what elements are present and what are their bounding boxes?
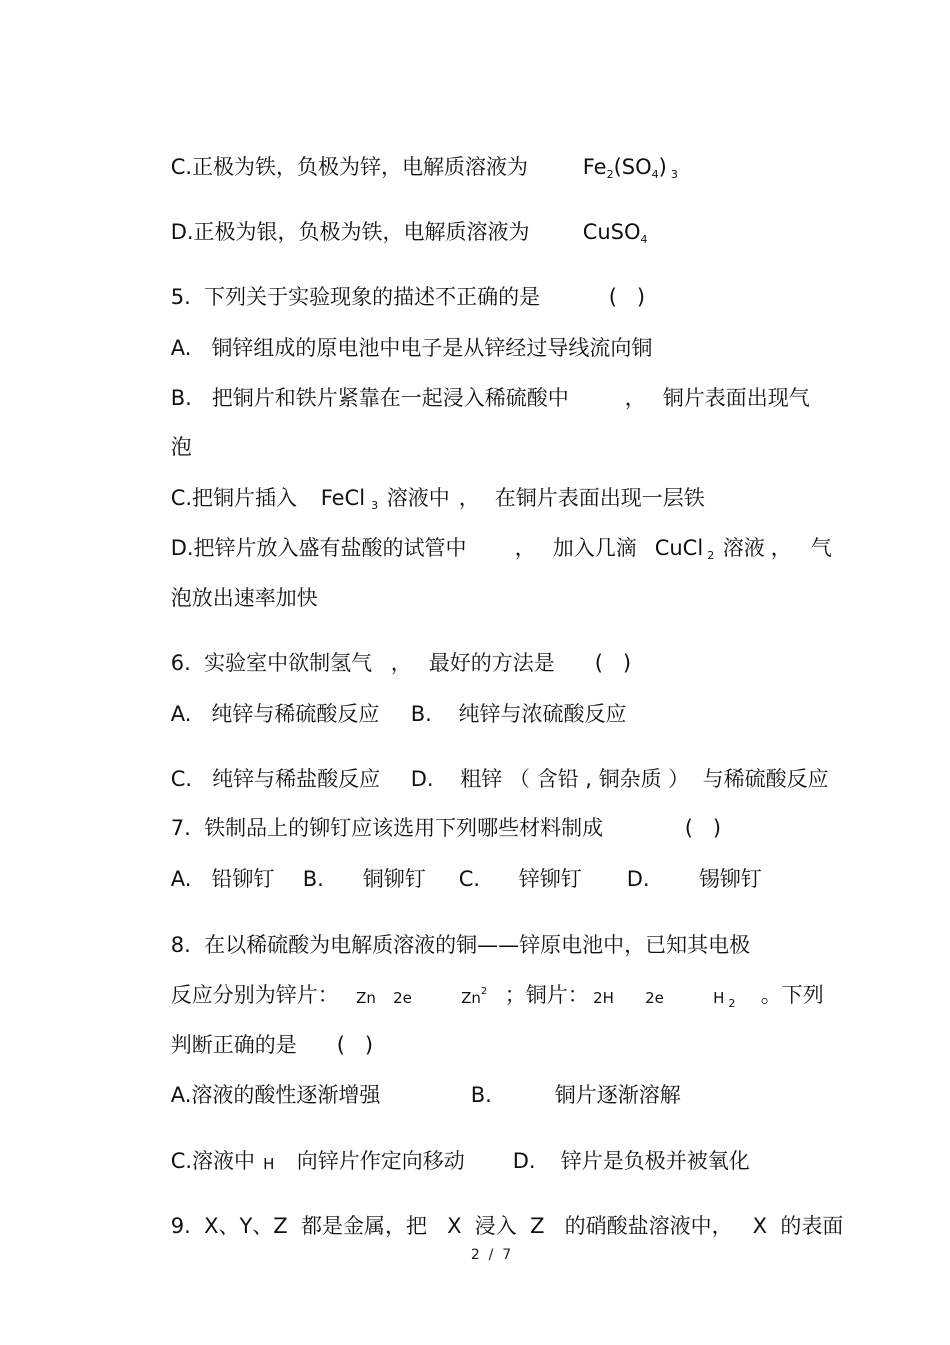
formula-part: ) [658, 155, 667, 179]
question-8-option-b [528, 1059, 681, 1131]
question-text: ；铜片： [504, 983, 589, 1007]
question-8-option-d-label [486, 1125, 536, 1197]
question-7-option-a [144, 843, 274, 915]
question-7-option-d-label [600, 843, 650, 915]
option-text: 泡放出速率加快 [170, 586, 318, 610]
option-text: D.正极为银，负极为铁，电解质溶液为 [170, 220, 530, 244]
equation-term: H [713, 989, 725, 1007]
q5-d-wrap [144, 562, 318, 634]
punctuation: ， [458, 486, 480, 510]
question-7-option-b-label [276, 843, 324, 915]
formula-part: Fe [582, 155, 607, 179]
subscript: 4 [640, 233, 648, 246]
subscript: 3 [371, 499, 379, 512]
option-letter: B. [302, 867, 324, 891]
question-7-option-d [672, 843, 762, 915]
equation-term: 2e [393, 989, 412, 1007]
equation-2e-copper [626, 962, 664, 1034]
question-text: 反应分别为锌片： [170, 983, 339, 1007]
equation-h2 [694, 962, 735, 1034]
question-text: 判断正确的是 [170, 1033, 297, 1057]
option-text: A. 纯锌与稀硫酸反应 [170, 702, 380, 726]
q5-d-tail [784, 512, 832, 584]
formula-part: (SO [613, 155, 652, 179]
answer-paren: ( ) [608, 285, 646, 309]
q8-line2-tail [734, 959, 824, 1031]
option-text: 铜铆钉 [362, 867, 426, 891]
question-7-option-b [336, 843, 426, 915]
subscript: 2 [707, 549, 715, 562]
question-7-option-c-label [432, 843, 480, 915]
question-5-option-b [144, 362, 569, 434]
option-text: D.把锌片放入盛有盐酸的试管中 [170, 536, 467, 560]
question-6-option-b [384, 678, 627, 750]
q5-d-continued [526, 512, 637, 584]
formula-part: CuSO [582, 220, 641, 244]
option-text: A.溶液的酸性逐渐增强 [170, 1083, 381, 1107]
equation-2h [574, 962, 614, 1034]
question-text: 5. 下列关于实验现象的描述不正确的是 [170, 285, 541, 309]
superscript: 2 [480, 986, 488, 997]
page-number [453, 1231, 511, 1279]
option-text: A. 铅铆钉 [170, 867, 275, 891]
option-text: 锌铆钉 [518, 867, 582, 891]
question-text: 。下列 [760, 983, 824, 1007]
punctuation: ， [514, 536, 536, 560]
equation-term: 2H [593, 989, 614, 1007]
equation-term: Zn [461, 989, 481, 1007]
option-text: 在铜片表面出现一层铁 [494, 486, 705, 510]
option-text: D. 粗锌 （ 含铅 , 铜杂质 ） 与稀硫酸反应 [410, 767, 829, 791]
equation-term: H [263, 1155, 275, 1173]
question-8-option-d [534, 1125, 750, 1197]
question-8-option-a [144, 1059, 380, 1131]
equation-term: 2e [645, 989, 664, 1007]
equation-term: Zn [356, 989, 376, 1007]
question-text: 7. 铁制品上的铆钉应该选用下列哪些材料制成 [170, 816, 604, 840]
option-d-prev [144, 196, 530, 268]
option-letter: C. [458, 867, 481, 891]
option-text: 铜片表面出现气 [662, 386, 810, 410]
formula-cuso4 [556, 196, 648, 269]
equation-2e-zinc [374, 962, 412, 1034]
option-text: 加入几滴 [552, 536, 637, 560]
subscript: 3 [670, 168, 678, 181]
option-text: B. 纯锌与浓硫酸反应 [410, 702, 627, 726]
option-text: C. 纯锌与稀盐酸反应 [170, 767, 381, 791]
option-letter: B. [470, 1083, 492, 1107]
punctuation: ， [770, 536, 792, 560]
punctuation: ， [624, 386, 646, 410]
q5-b-continued [636, 362, 810, 434]
formula-part: CuCl [654, 536, 704, 560]
question-text: 6. 实验室中欲制氢气 [170, 651, 373, 675]
option-text: 溶液 [722, 536, 765, 560]
option-text: C.溶液中 [170, 1149, 256, 1173]
question-text: 9. X、Y、Z 都是金属，把 X 浸入 Z 的硝酸盐溶液中， X 的表面 [170, 1214, 844, 1238]
question-6-option-a [144, 678, 379, 750]
option-text: 锌片是负极并被氧化 [560, 1149, 750, 1173]
option-letter: D. [626, 867, 650, 891]
answer-paren: ( ) [336, 1033, 374, 1057]
question-text: 最好的方法是 [428, 651, 555, 675]
option-text: 向锌片作定向移动 [296, 1149, 465, 1173]
option-text: C.把铜片插入 [170, 486, 298, 510]
option-text: 溶液中 [386, 486, 450, 510]
question-text: 8. 在以稀硫酸为电解质溶液的铜——锌原电池中，已知其电极 [170, 933, 751, 957]
subscript: 2 [728, 997, 736, 1010]
option-letter: D. [512, 1149, 536, 1173]
q8-c-continued [270, 1125, 465, 1197]
formula-fe2so43 [556, 131, 678, 204]
option-text: 气 [810, 536, 832, 560]
option-text: 锡铆钉 [698, 867, 762, 891]
formula-part: FeCl [320, 486, 366, 510]
question-8-option-b-label [444, 1059, 492, 1131]
answer-paren: ( ) [594, 651, 632, 675]
subscript: 2 [606, 168, 614, 181]
option-c-prev [144, 131, 528, 203]
option-text: A. 铜锌组成的原电池中电子是从锌经过导线流向铜 [170, 336, 653, 360]
q8-copper-label [478, 959, 589, 1031]
answer-paren: ( ) [684, 816, 722, 840]
punctuation: ， [390, 651, 412, 675]
subscript: 4 [651, 168, 659, 181]
question-8-option-c [144, 1125, 255, 1197]
option-text: B. 把铜片和铁片紧靠在一起浸入稀硫酸中 [170, 386, 569, 410]
option-text: C.正极为铁，负极为锌，电解质溶液为 [170, 155, 529, 179]
question-7-option-c [492, 843, 582, 915]
option-text: 铜片逐渐溶解 [554, 1083, 681, 1107]
option-text: 泡 [170, 435, 192, 459]
page-number-text: 2 / 7 [470, 1247, 512, 1263]
